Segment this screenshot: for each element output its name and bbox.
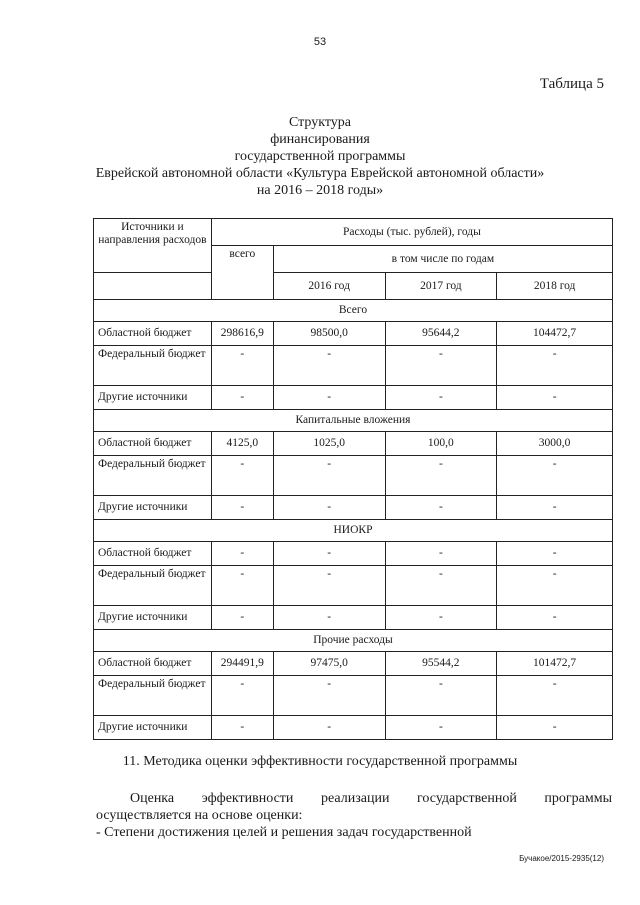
cell-y2018: 3000,0: [497, 432, 613, 456]
cell-total: 4125,0: [211, 432, 273, 456]
cell-y2017: 95644,2: [385, 322, 497, 346]
cell-y2017: -: [385, 606, 497, 630]
cell-y2016: -: [273, 676, 385, 716]
section-heading: 11. Методика оценки эффективности государственной программы: [122, 754, 518, 769]
cell-total: -: [211, 676, 273, 716]
cell-total: -: [211, 496, 273, 520]
row-label: Другие источники: [94, 386, 212, 410]
table-row: [94, 652, 613, 676]
table-row: [94, 386, 613, 410]
row-label: Другие источники: [94, 716, 212, 740]
header-year-2016: 2016 год: [273, 273, 385, 300]
row-label: Другие источники: [94, 496, 212, 520]
table-row: [94, 716, 613, 740]
cell-y2018: -: [497, 346, 613, 386]
cell-total: -: [211, 566, 273, 606]
row-label: Другие источники: [94, 606, 212, 630]
cell-y2018: -: [497, 496, 613, 520]
header-sources: Источники и направления расходов: [94, 219, 212, 273]
cell-y2017: -: [385, 566, 497, 606]
cell-y2017: -: [385, 346, 497, 386]
row-label: Областной бюджет: [94, 432, 212, 456]
paragraph: Оценка эффективности реализации государственной программы осуществляется на основе оценки:: [96, 791, 612, 823]
section-title: НИОКР: [94, 520, 613, 542]
cell-y2018: -: [497, 542, 613, 566]
row-label: Федеральный бюджет: [94, 676, 212, 716]
cell-y2018: -: [497, 716, 613, 740]
cell-total: -: [211, 542, 273, 566]
title-line: Еврейской автономной области «Культура Еврейской автономной области»: [95, 166, 545, 181]
title-line: Структура: [288, 115, 352, 130]
cell-y2017: -: [385, 496, 497, 520]
cell-y2018: -: [497, 456, 613, 496]
row-label: Областной бюджет: [94, 652, 212, 676]
header-including: в том числе по годам: [273, 246, 612, 273]
cell-total: -: [211, 456, 273, 496]
cell-y2018: -: [497, 676, 613, 716]
cell-y2017: -: [385, 542, 497, 566]
cell-y2016: -: [273, 386, 385, 410]
table-title: [0, 114, 640, 199]
cell-y2016: -: [273, 566, 385, 606]
cell-total: -: [211, 606, 273, 630]
table-row: [94, 432, 613, 456]
footer-code: Бучакое/2015-2935(12): [519, 854, 604, 863]
cell-y2016: -: [273, 346, 385, 386]
cell-total: 298616,9: [211, 322, 273, 346]
table-label: Таблица 5: [539, 76, 604, 92]
header-year-2017: 2017 год: [385, 273, 497, 300]
cell-y2016: -: [273, 542, 385, 566]
title-line: финансирования: [270, 132, 370, 147]
title-line: на 2016 – 2018 годы»: [256, 183, 384, 198]
row-label: Областной бюджет: [94, 542, 212, 566]
header-year-2018: 2018 год: [497, 273, 613, 300]
cell-y2017: 95544,2: [385, 652, 497, 676]
cell-y2018: -: [497, 606, 613, 630]
table-row: [94, 456, 613, 496]
header-total: всего: [211, 246, 273, 300]
cell-total: -: [211, 386, 273, 410]
cell-y2016: 98500,0: [273, 322, 385, 346]
table-row: [94, 676, 613, 716]
cell-y2016: -: [273, 606, 385, 630]
cell-y2018: 101472,7: [497, 652, 613, 676]
cell-total: -: [211, 716, 273, 740]
cell-y2018: -: [497, 566, 613, 606]
cell-y2018: 104472,7: [497, 322, 613, 346]
cell-y2017: -: [385, 676, 497, 716]
table-row: [94, 542, 613, 566]
cell-y2016: 1025,0: [273, 432, 385, 456]
cell-y2017: -: [385, 386, 497, 410]
row-label: Федеральный бюджет: [94, 346, 212, 386]
cell-total: 294491,9: [211, 652, 273, 676]
header-blank: [94, 273, 212, 300]
table-row: [94, 566, 613, 606]
cell-y2016: -: [273, 496, 385, 520]
financing-table: [93, 218, 613, 740]
section-title: Всего: [94, 300, 613, 322]
table-row: [94, 322, 613, 346]
cell-y2017: -: [385, 456, 497, 496]
cell-y2016: 97475,0: [273, 652, 385, 676]
cell-y2017: 100,0: [385, 432, 497, 456]
title-line: государственной программы: [234, 149, 406, 164]
header-expenses: Расходы (тыс. рублей), годы: [211, 219, 612, 246]
cell-y2016: -: [273, 716, 385, 740]
table-row: [94, 346, 613, 386]
cell-y2017: -: [385, 716, 497, 740]
paragraph: - Степени достижения целей и решения задач государственной: [96, 825, 472, 840]
table-row: [94, 496, 613, 520]
row-label: Федеральный бюджет: [94, 566, 212, 606]
page-number: 53: [313, 36, 327, 48]
row-label: Областной бюджет: [94, 322, 212, 346]
cell-y2018: -: [497, 386, 613, 410]
section-title: Капитальные вложения: [94, 410, 613, 432]
table-row: [94, 606, 613, 630]
section-title: Прочие расходы: [94, 630, 613, 652]
cell-y2016: -: [273, 456, 385, 496]
cell-total: -: [211, 346, 273, 386]
row-label: Федеральный бюджет: [94, 456, 212, 496]
